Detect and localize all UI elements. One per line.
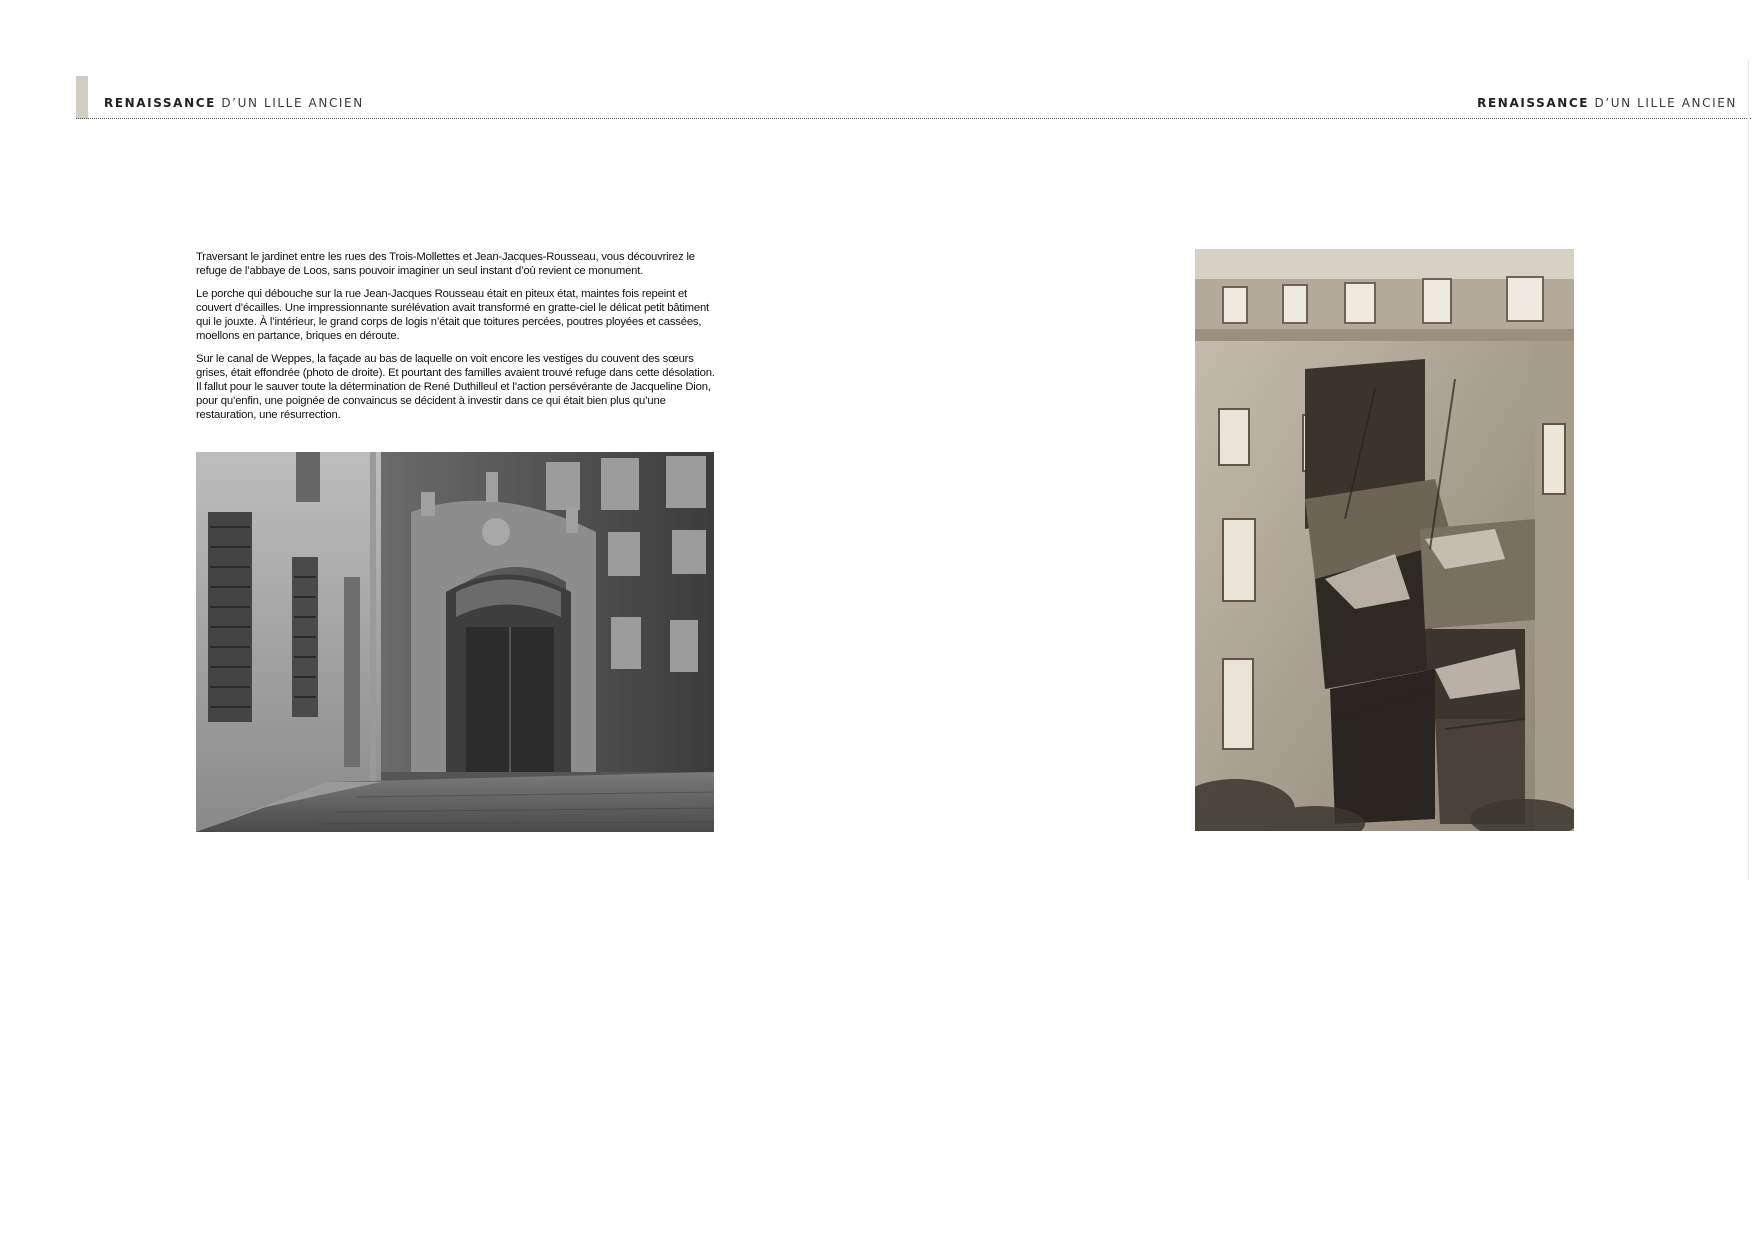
paragraph-2: Le porche qui débouche sur la rue Jean-Jacques Rousseau était en piteux état, maintes fois repeint et couvert d’écailles. Une impressionnante surélévation avait transformé en gratte-ciel le délicat petit bâtiment qui le jouxte. À l’intérieur, le grand corps de logis n’était que toitures percées, poutres ployées et cassées, moellons en partance, briques en déroute. [196, 288, 709, 342]
running-head-left-light: D’UN LILLE ANCIEN [215, 96, 364, 110]
photo-porch-street [196, 452, 714, 832]
paragraph-1: Traversant le jardinet entre les rues des Trois-Mollettes et Jean-Jacques-Rousseau, vous découvrirez le refuge de l’abbaye de Loos, sans pouvoir imaginer un seul instant d’où revient ce monument. [196, 251, 695, 277]
running-head-right [1477, 96, 1737, 110]
running-head-left [104, 96, 364, 110]
photo-collapsed-facade [1195, 249, 1574, 831]
running-head-left-bold: RENAISSANCE [104, 96, 216, 110]
running-head-right-bold: RENAISSANCE [1477, 96, 1590, 110]
photo-collapsed-facade-image [1195, 249, 1574, 831]
header-accent-bar [76, 76, 88, 119]
header-rule [76, 118, 1751, 119]
photo-porch-street-image [196, 452, 714, 832]
running-head-right-light: D’UN LILLE ANCIEN [1589, 96, 1737, 110]
paragraph-3: Sur le canal de Weppes, la façade au bas de laquelle on voit encore les vestiges du couvent des sœurs grises, était effondrée (photo de droite). Et pourtant des familles avaient trouvé refuge dans cette désolation. Il fallut pour le sauver toute la détermination de René Duthilleul et l’action persévérante de Jacqueline Dion, pour qu’enfin, une poignée de convaincus se décident à investir dans ce qui était bien plus qu’une restauration, une résurrection. [196, 353, 715, 421]
page-edge [1748, 60, 1755, 880]
body-text-column [196, 250, 716, 431]
